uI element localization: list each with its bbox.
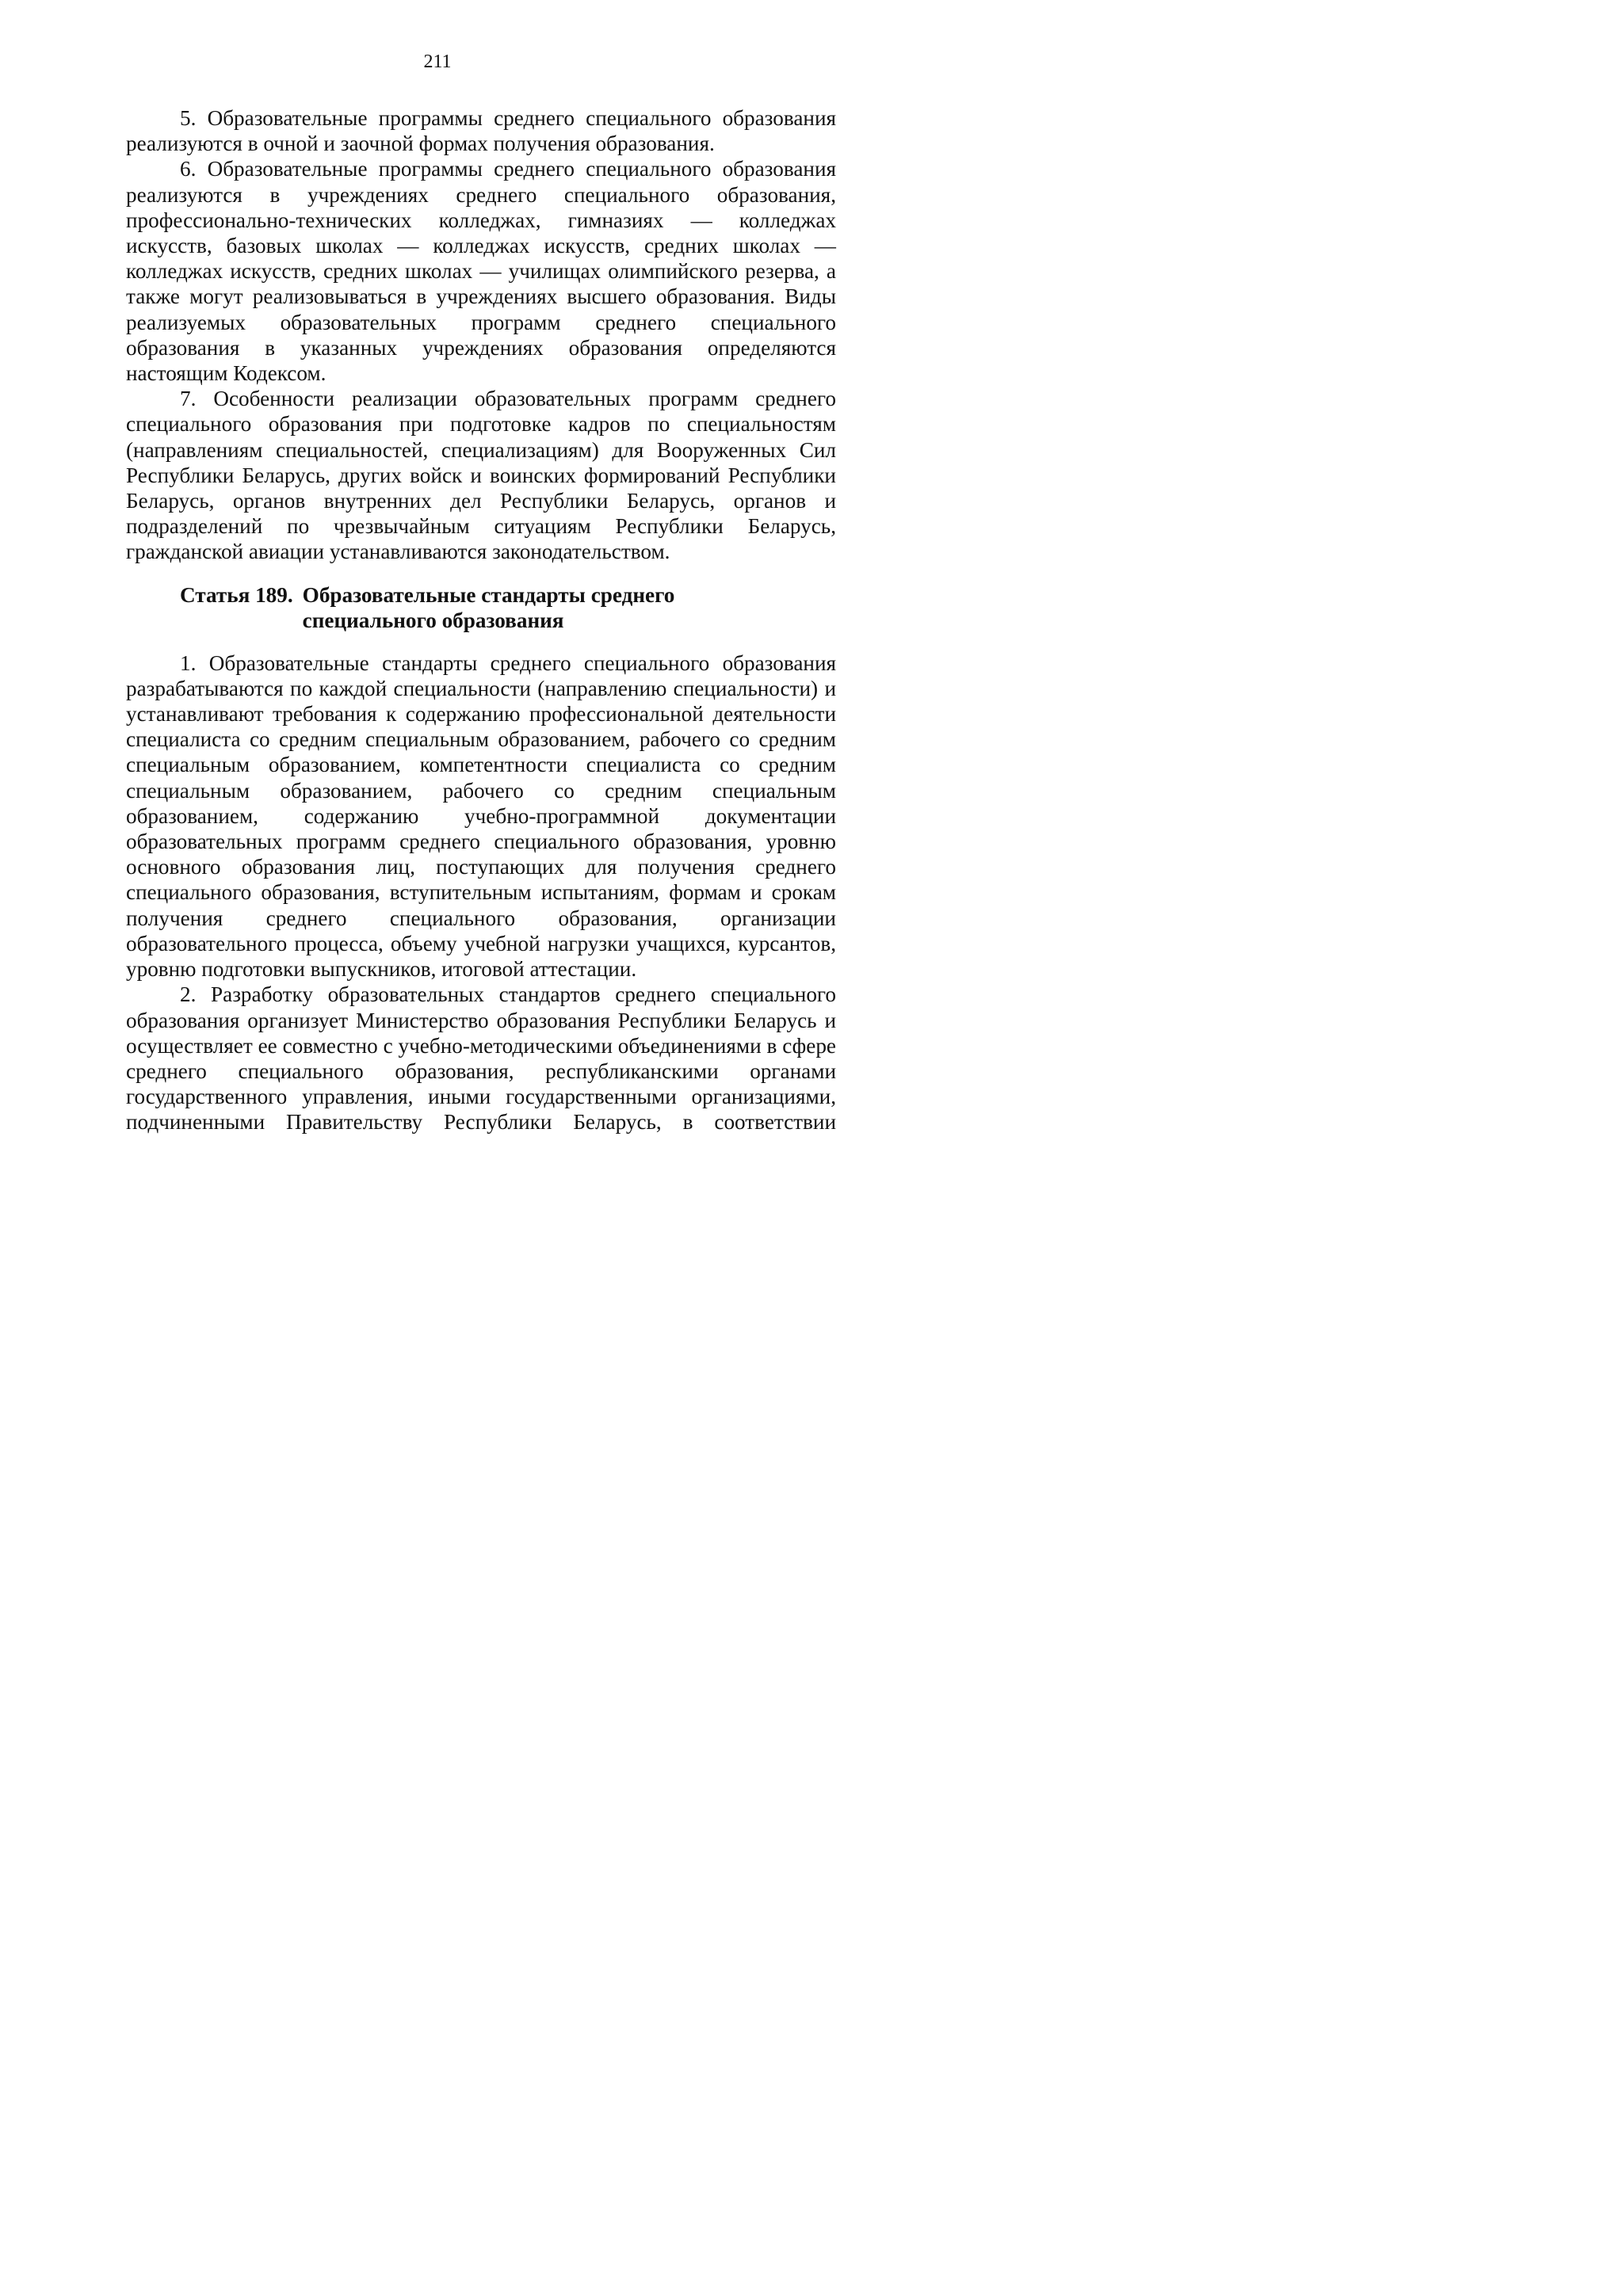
- article-paragraph-1: 1. Образовательные стандарты среднего специального образования разрабатываются по каждой специальности (направлению специальности) и устанавливают требования к содержанию профессиональной деятельности специалиста со средним специальным образованием, рабочего со средним специальным образованием, компетентности специалиста со средним специальным образованием, рабочего со средним специальным образованием, содержанию учебно-программной документации образовательных программ среднего специального образования, уровню основного образования лиц, поступающих для получения среднего специального образования, вступительным испытаниям, формам и срокам получения среднего специального образования, организации образовательного процесса, объему учебной нагрузки учащихся, курсантов, уровню подготовки выпускников, итоговой аттестации.: [126, 650, 836, 982]
- article-heading: [126, 582, 836, 633]
- article-title-line-2: специального образования: [302, 608, 564, 632]
- document-body: [126, 105, 836, 1135]
- article-title: [293, 582, 675, 633]
- article-paragraph-2: 2. Разработку образовательных стандартов среднего специального образования организует Министерство образования Республики Беларусь и осуществляет ее совместно с учебно-методическими объединениями в сфере среднего специального образования, республиканскими органами государственного управления, иными государственными организациями, подчиненными Правительству Республики Беларусь, в соответствии: [126, 982, 836, 1135]
- paragraph-7: 7. Особенности реализации образовательных программ среднего специального образования при подготовке кадров по специальностям (направлениям специальностей, специализациям) для Вооруженных Сил Республики Беларусь, других войск и воинских формирований Республики Беларусь, органов внутренних дел Республики Беларусь, органов и подразделений по чрезвычайным ситуациям Республики Беларусь, гражданской авиации устанавливаются законодательством.: [126, 387, 836, 564]
- article-title-line-1: Образовательные стандарты среднего: [302, 582, 675, 607]
- page-number: 211: [423, 51, 452, 72]
- paragraph-6: 6. Образовательные программы среднего специального образования реализуются в учреждениях среднего специального образования, профессионально-технических колледжах, гимназиях — колледжах искусств, базовых школах — колледжах искусств, средних школах — колледжах искусств, средних школах — училищах олимпийского резерва, а также могут реализовываться в учреждениях высшего образования. Виды реализуемых образовательных программ среднего специального образования в указанных учреждениях образования определяются настоящим Кодексом.: [126, 157, 836, 386]
- article-label: Статья 189.: [180, 582, 293, 607]
- paragraph-5: 5. Образовательные программы среднего специального образования реализуются в очной и заочной формах получения образования.: [126, 106, 836, 156]
